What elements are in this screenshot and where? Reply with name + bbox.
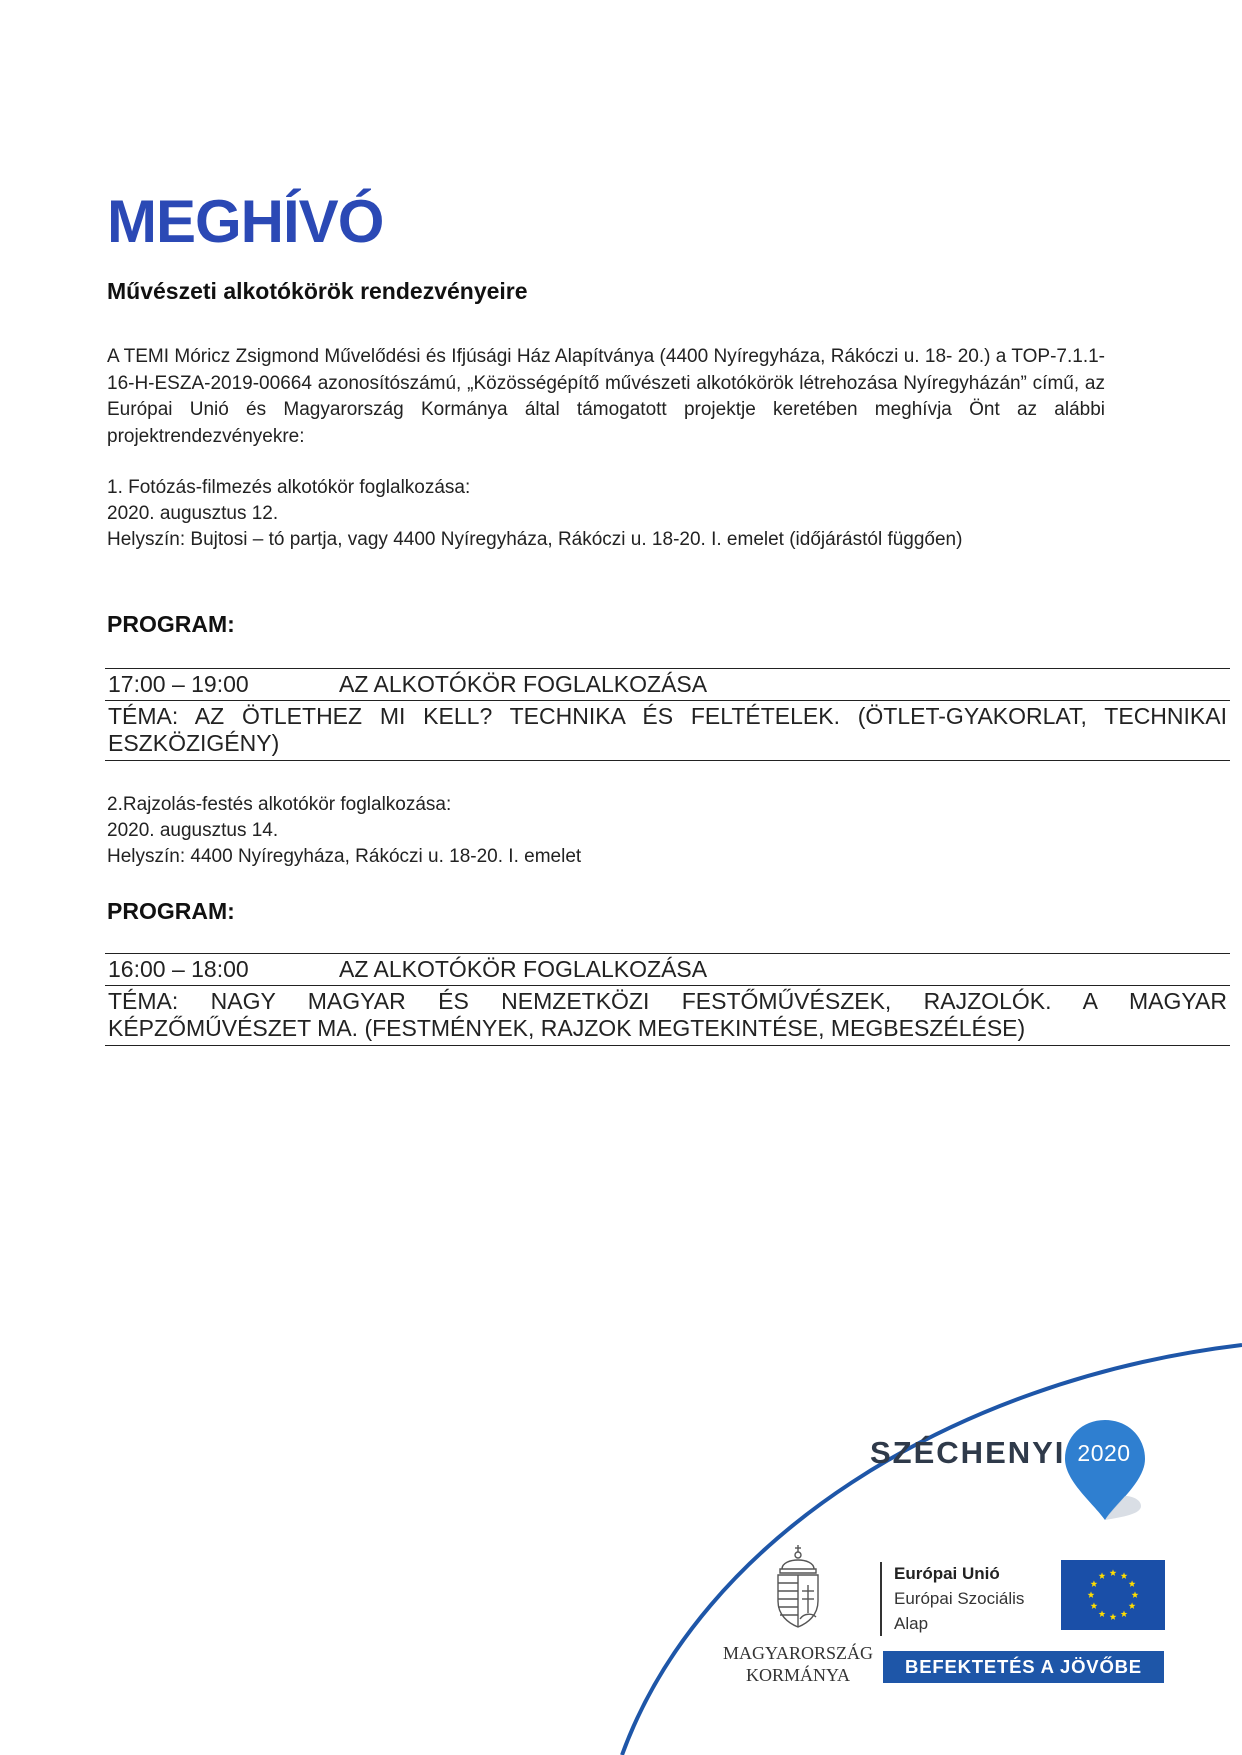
page-subtitle: Művészeti alkotókörök rendezvényeire [107,278,528,304]
event-1-program-heading: PROGRAM: [107,611,235,637]
event-2-date: 2020. augusztus 14. [107,820,279,841]
szechenyi-logo-text: SZÉCHENYI [870,1435,1066,1470]
page-title: MEGHÍVÓ [107,188,384,255]
eu-divider [880,1562,882,1636]
eu-line-3: Alap [894,1614,929,1633]
event-1-heading: 1. Fotózás-filmezés alkotókör foglalkozása: [107,477,471,498]
eu-line-2: Európai Szociális [894,1589,1025,1608]
program-activity: AZ ALKOTÓKÖR FOGLALKOZÁSA [336,954,1230,986]
intro-paragraph: A TEMI Móricz Zsigmond Művelődési és Ifjúsági Ház Alapítványa (4400 Nyíregyháza, Rákóczi u. 18- 20.) a TOP-7.1.1-16-H-ESZA-2019-00664 azonosítószámú, „Közösségépítő művészeti alkotókörök létrehozása Nyíregyházán” című, az Európai Unió és Magyarország Kormánya által támogatott projektje keretében meghívja Önt az alábbi projektrendezvényekre: [107,346,1105,447]
eu-text-block [894,1561,1024,1636]
event-1-location: Helyszín: Bujtosi – tó partja, vagy 4400 Nyíregyháza, Rákóczi u. 18-20. I. emelet (időjárástól függően) [107,529,963,550]
program-activity: AZ ALKOTÓKÖR FOGLALKOZÁSA [336,669,1230,701]
program-time: 17:00 – 19:00 [105,669,336,701]
eu-flag-icon [1061,1560,1165,1630]
event-1-date: 2020. augusztus 12. [107,503,279,524]
program-topic: TÉMA: NAGY MAGYAR ÉS NEMZETKÖZI FESTŐMŰVÉSZEK, RAJZOLÓK. A MAGYAR KÉPZŐMŰVÉSZET MA. (FESTMÉNYEK, RAJZOK MEGTEKINTÉSE, MEGBESZÉLÉSE) [105,986,1230,1046]
government-logo-text [718,1642,878,1686]
szechenyi-pin-icon [1063,1418,1147,1522]
invest-banner: BEFEKTETÉS A JÖVŐBE [883,1651,1164,1683]
gov-line-2: KORMÁNYA [745,1665,850,1685]
eu-line-1: Európai Unió [894,1564,1000,1583]
szechenyi-year: 2020 [1077,1440,1131,1466]
gov-line-1: MAGYARORSZÁG [722,1643,874,1663]
hungarian-coat-of-arms-icon [768,1543,828,1637]
event-2-heading: 2.Rajzolás-festés alkotókör foglalkozása: [107,794,452,815]
program-time: 16:00 – 18:00 [105,954,336,986]
event-2-location: Helyszín: 4400 Nyíregyháza, Rákóczi u. 18-20. I. emelet [107,846,582,867]
event-2-program-heading: PROGRAM: [107,898,235,924]
program-topic: TÉMA: AZ ÖTLETHEZ MI KELL? TECHNIKA ÉS FELTÉTELEK. (ÖTLET-GYAKORLAT, TECHNIKAI ESZKÖZIGÉNY) [105,701,1230,761]
